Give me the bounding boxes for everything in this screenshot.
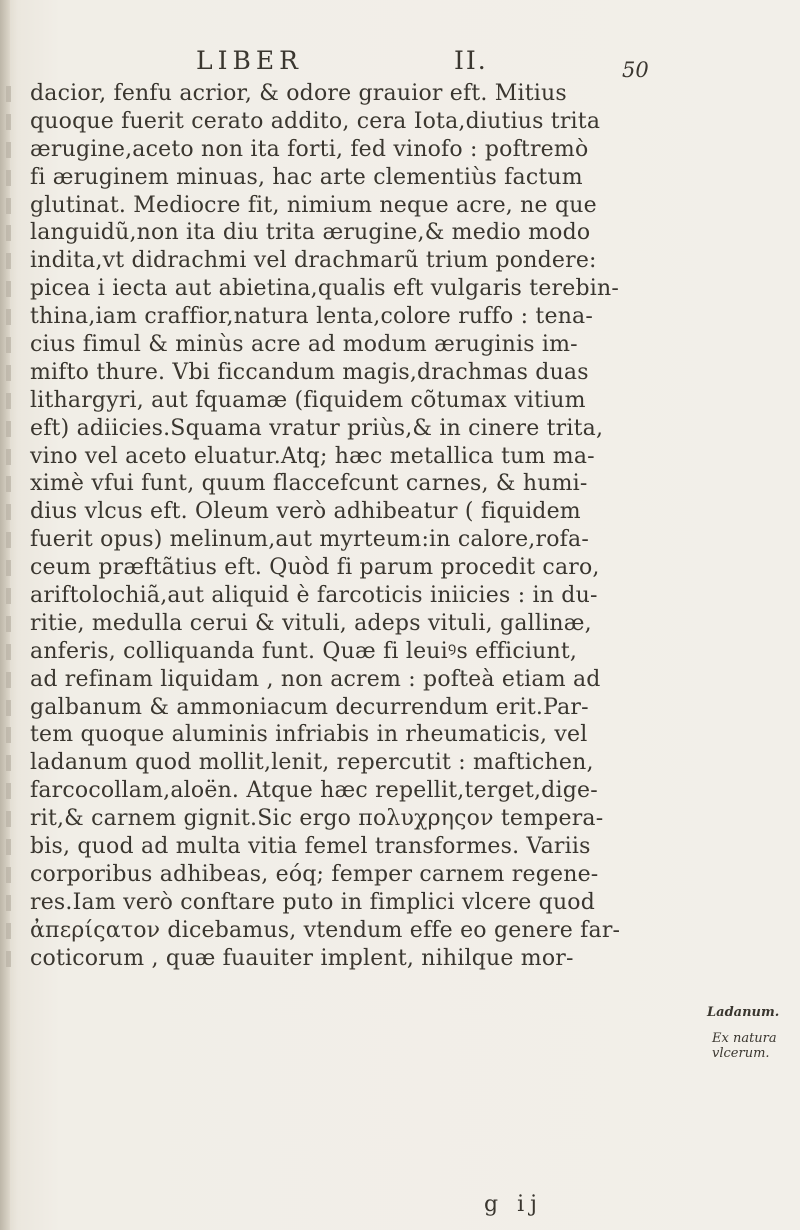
margin-mark [6, 700, 11, 716]
text-line: bis, quod ad multa vitia femel transformes. Variis [30, 833, 790, 861]
margin-mark [6, 839, 11, 855]
margin-mark [6, 337, 11, 353]
margin-mark [6, 616, 11, 632]
text-line: picea i iecta aut abietina,qualis eft vulgaris terebin- [30, 275, 790, 303]
text-line: anferis, colliquanda funt. Quæ fi leuiꝰs efficiunt, [30, 638, 790, 666]
text-line: coticorum , quæ fuauiter implent, nihilque mor- [30, 945, 790, 973]
body-text [30, 80, 790, 973]
margin-mark [6, 644, 11, 660]
text-line: vino vel aceto eluatur.Atq; hæc metallica tum ma- [30, 443, 790, 471]
margin-mark [6, 783, 11, 799]
text-line: ladanum quod mollit,lenit, repercutit : maftichen, [30, 749, 790, 777]
text-line: mifto thure. Vbi ficcandum magis,drachmas duas [30, 359, 790, 387]
text-line: ximè vfui funt, quum flaccefcunt carnes, & humi- [30, 470, 790, 498]
marginal-note-ex-natura [712, 1031, 777, 1061]
text-line: eft) adiicies.Squama vratur priùs,& in cinere trita, [30, 415, 790, 443]
margin-mark [6, 895, 11, 911]
margin-mark [6, 86, 11, 102]
text-line: ceum præftãtius eft. Quòd fi parum procedit caro, [30, 554, 790, 582]
margin-mark [6, 727, 11, 743]
signature-mark: g ij [484, 1192, 543, 1217]
margin-mark [6, 198, 11, 214]
margin-mark [6, 811, 11, 827]
running-head [196, 46, 666, 82]
text-line: fuerit opus) melinum,aut myrteum:in calore,rofa- [30, 526, 790, 554]
text-line: languidũ,non ita diu trita ærugine,& medio modo [30, 219, 790, 247]
text-line: indita,vt didrachmi vel drachmarũ trium pondere: [30, 247, 790, 275]
margin-mark [6, 114, 11, 130]
running-head-title: LIBER [196, 46, 303, 75]
text-line: dius vlcus eft. Oleum verò adhibeatur ( fiquidem [30, 498, 790, 526]
marginal-note-line: vlcerum. [712, 1046, 770, 1061]
margin-mark [6, 755, 11, 771]
margin-mark [6, 309, 11, 325]
text-line: fi æruginem minuas, hac arte clementiùs factum [30, 164, 790, 192]
margin-mark [6, 672, 11, 688]
text-line: ad refinam liquidam , non acrem : pofteà etiam ad [30, 666, 790, 694]
margin-mark [6, 504, 11, 520]
margin-mark [6, 365, 11, 381]
margin-mark [6, 393, 11, 409]
margin-mark [6, 449, 11, 465]
text-line: corporibus adhibeas, eóq; femper carnem regene- [30, 861, 790, 889]
margin-mark [6, 560, 11, 576]
marginal-note-line: Ex natura [712, 1031, 777, 1046]
margin-mark [6, 142, 11, 158]
text-line: cius fimul & minùs acre ad modum æruginis im- [30, 331, 790, 359]
margin-mark [6, 476, 11, 492]
margin-mark [6, 951, 11, 967]
folio-number: 50 [622, 58, 649, 82]
text-line: rit,& carnem gignit.Sic ergo πολυχρηςον tempera- [30, 805, 790, 833]
margin-mark [6, 225, 11, 241]
book-number: II. [454, 46, 488, 75]
marginal-note-ladanum: Ladanum. [707, 1005, 780, 1020]
margin-mark [6, 170, 11, 186]
margin-mark [6, 421, 11, 437]
text-line: ariftolochiã,aut aliquid è farcoticis iniicies : in du- [30, 582, 790, 610]
text-line: galbanum & ammoniacum decurrendum erit.Par- [30, 694, 790, 722]
margin-mark [6, 281, 11, 297]
text-line: thina,iam craffior,natura lenta,colore ruffo : tena- [30, 303, 790, 331]
text-line: ærugine,aceto non ita forti, fed vinofo : poftremò [30, 136, 790, 164]
text-line: ritie, medulla cerui & vituli, adeps vituli, gallinæ, [30, 610, 790, 638]
text-line: lithargyri, aut fquamæ (fiquidem cõtumax vitium [30, 387, 790, 415]
text-line: dacior, fenfu acrior, & odore grauior eft. Mitius [30, 80, 790, 108]
margin-mark [6, 253, 11, 269]
text-line: tem quoque aluminis infriabis in rheumaticis, vel [30, 721, 790, 749]
text-line: res.Iam verò conftare puto in fimplici vlcere quod [30, 889, 790, 917]
margin-mark [6, 867, 11, 883]
text-line: glutinat. Mediocre fit, nimium neque acre, ne que [30, 192, 790, 220]
text-line: ἀπερίςατον dicebamus, vtendum effe eo genere far- [30, 917, 790, 945]
text-line: farcocollam,aloën. Atque hæc repellit,terget,dige- [30, 777, 790, 805]
text-line: quoque fuerit cerato addito, cera Iota,diutius trita [30, 108, 790, 136]
margin-mark [6, 532, 11, 548]
margin-mark [6, 588, 11, 604]
margin-mark [6, 923, 11, 939]
